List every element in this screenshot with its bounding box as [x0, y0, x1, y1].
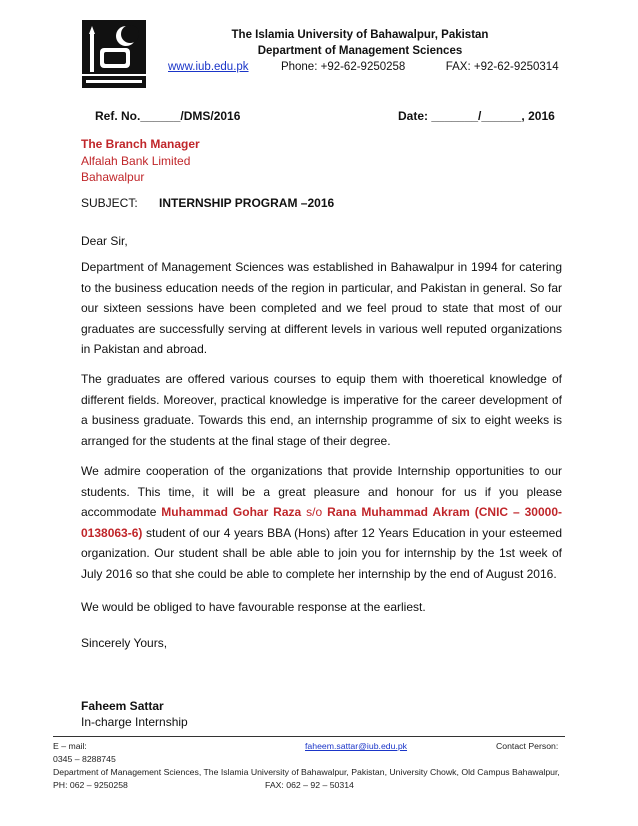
paragraph-3-rest: student of our 4 years BBA (Hons) after 12 Years Education in your esteemed organization. Our student shall be able able to join you for internship by the 1st week of July 2016 so that she could be able to complete her internship by the end of August 2016.: [81, 525, 562, 581]
header-contact: [168, 61, 559, 73]
subject-line: [81, 196, 335, 210]
footer-phone: PH: 062 – 9250258: [53, 780, 128, 790]
paragraph-1: Department of Management Sciences was established in Bahawalpur in 1994 for catering to the business education needs of the region in particular, and Pakistan in general. So far our sixteen sessions have been completed and we feel proud to state that most of our graduates are successfully serving at different levels in various well reputed organizations in Pakistan and abroad.: [81, 260, 562, 356]
university-name: The Islamia University of Bahawalpur, Pakistan: [231, 29, 489, 41]
paragraph-3-intro: We admire cooperation of the organizations that provide Internship opportunities to our students. This time, it will be a great pleasure and honour for us if you please accommodate: [81, 464, 562, 519]
university-logo: [80, 18, 148, 90]
father-name-cnic: Rana Muhammad Akram (CNIC – 30000-0138063-6): [81, 505, 562, 540]
paragraph-4: We would be obliged to have favourable response at the earliest.: [81, 600, 426, 614]
student-name: Muhammad Gohar Raza: [161, 505, 302, 519]
salutation: Dear Sir,: [81, 234, 128, 248]
recipient-city: Bahawalpur: [81, 170, 145, 184]
closing: Sincerely Yours,: [81, 636, 168, 650]
recipient-bank: Alfalah Bank Limited: [81, 154, 191, 168]
email-link[interactable]: faheem.sattar@iub.edu.pk: [305, 741, 408, 751]
subject-label: SUBJECT:: [81, 196, 138, 210]
department-name: Department of Management Sciences: [257, 45, 463, 57]
footer-email: [305, 741, 407, 751]
footer-fax: FAX: 062 – 92 – 50314: [265, 780, 354, 790]
recipient-title: The Branch Manager: [81, 137, 200, 151]
footer-divider: [53, 736, 565, 737]
footer-contact: Contact Person:: [496, 741, 559, 751]
paragraph-2: The graduates are offered various courses to equip them with thoeretical knowledge of different fields. Moreover, practical knowledge is imperative for the career development of a business graduate. Towards this end, an internship programme of six to eight weeks is arranged for the students at the final stage of their degree.: [81, 372, 562, 448]
reference-number: Ref. No.______/DMS/2016: [95, 109, 241, 123]
footer-address: Department of Management Sciences, The Islamia University of Bahawalpur, Pakistan, University Chowk, Old Campus Bahawalpur,: [53, 767, 560, 777]
son-of-label: s/o: [301, 505, 328, 519]
subject-value: INTERNSHIP PROGRAM –2016: [159, 196, 335, 210]
letter-date: Date: _______/______, 2016: [398, 109, 555, 123]
signatory-role: In-charge Internship: [81, 715, 188, 729]
footer-contact-number: 0345 – 8288745: [53, 754, 116, 764]
website-link[interactable]: www.iub.edu.pk: [168, 61, 249, 73]
signatory-name: Faheem Sattar: [81, 699, 164, 713]
paragraph-3: [81, 461, 562, 584]
header-fax: FAX: +92-62-9250314: [445, 61, 559, 73]
footer-email-label: E – mail:: [53, 741, 87, 751]
header-phone: Phone: +92-62-9250258: [280, 61, 406, 73]
